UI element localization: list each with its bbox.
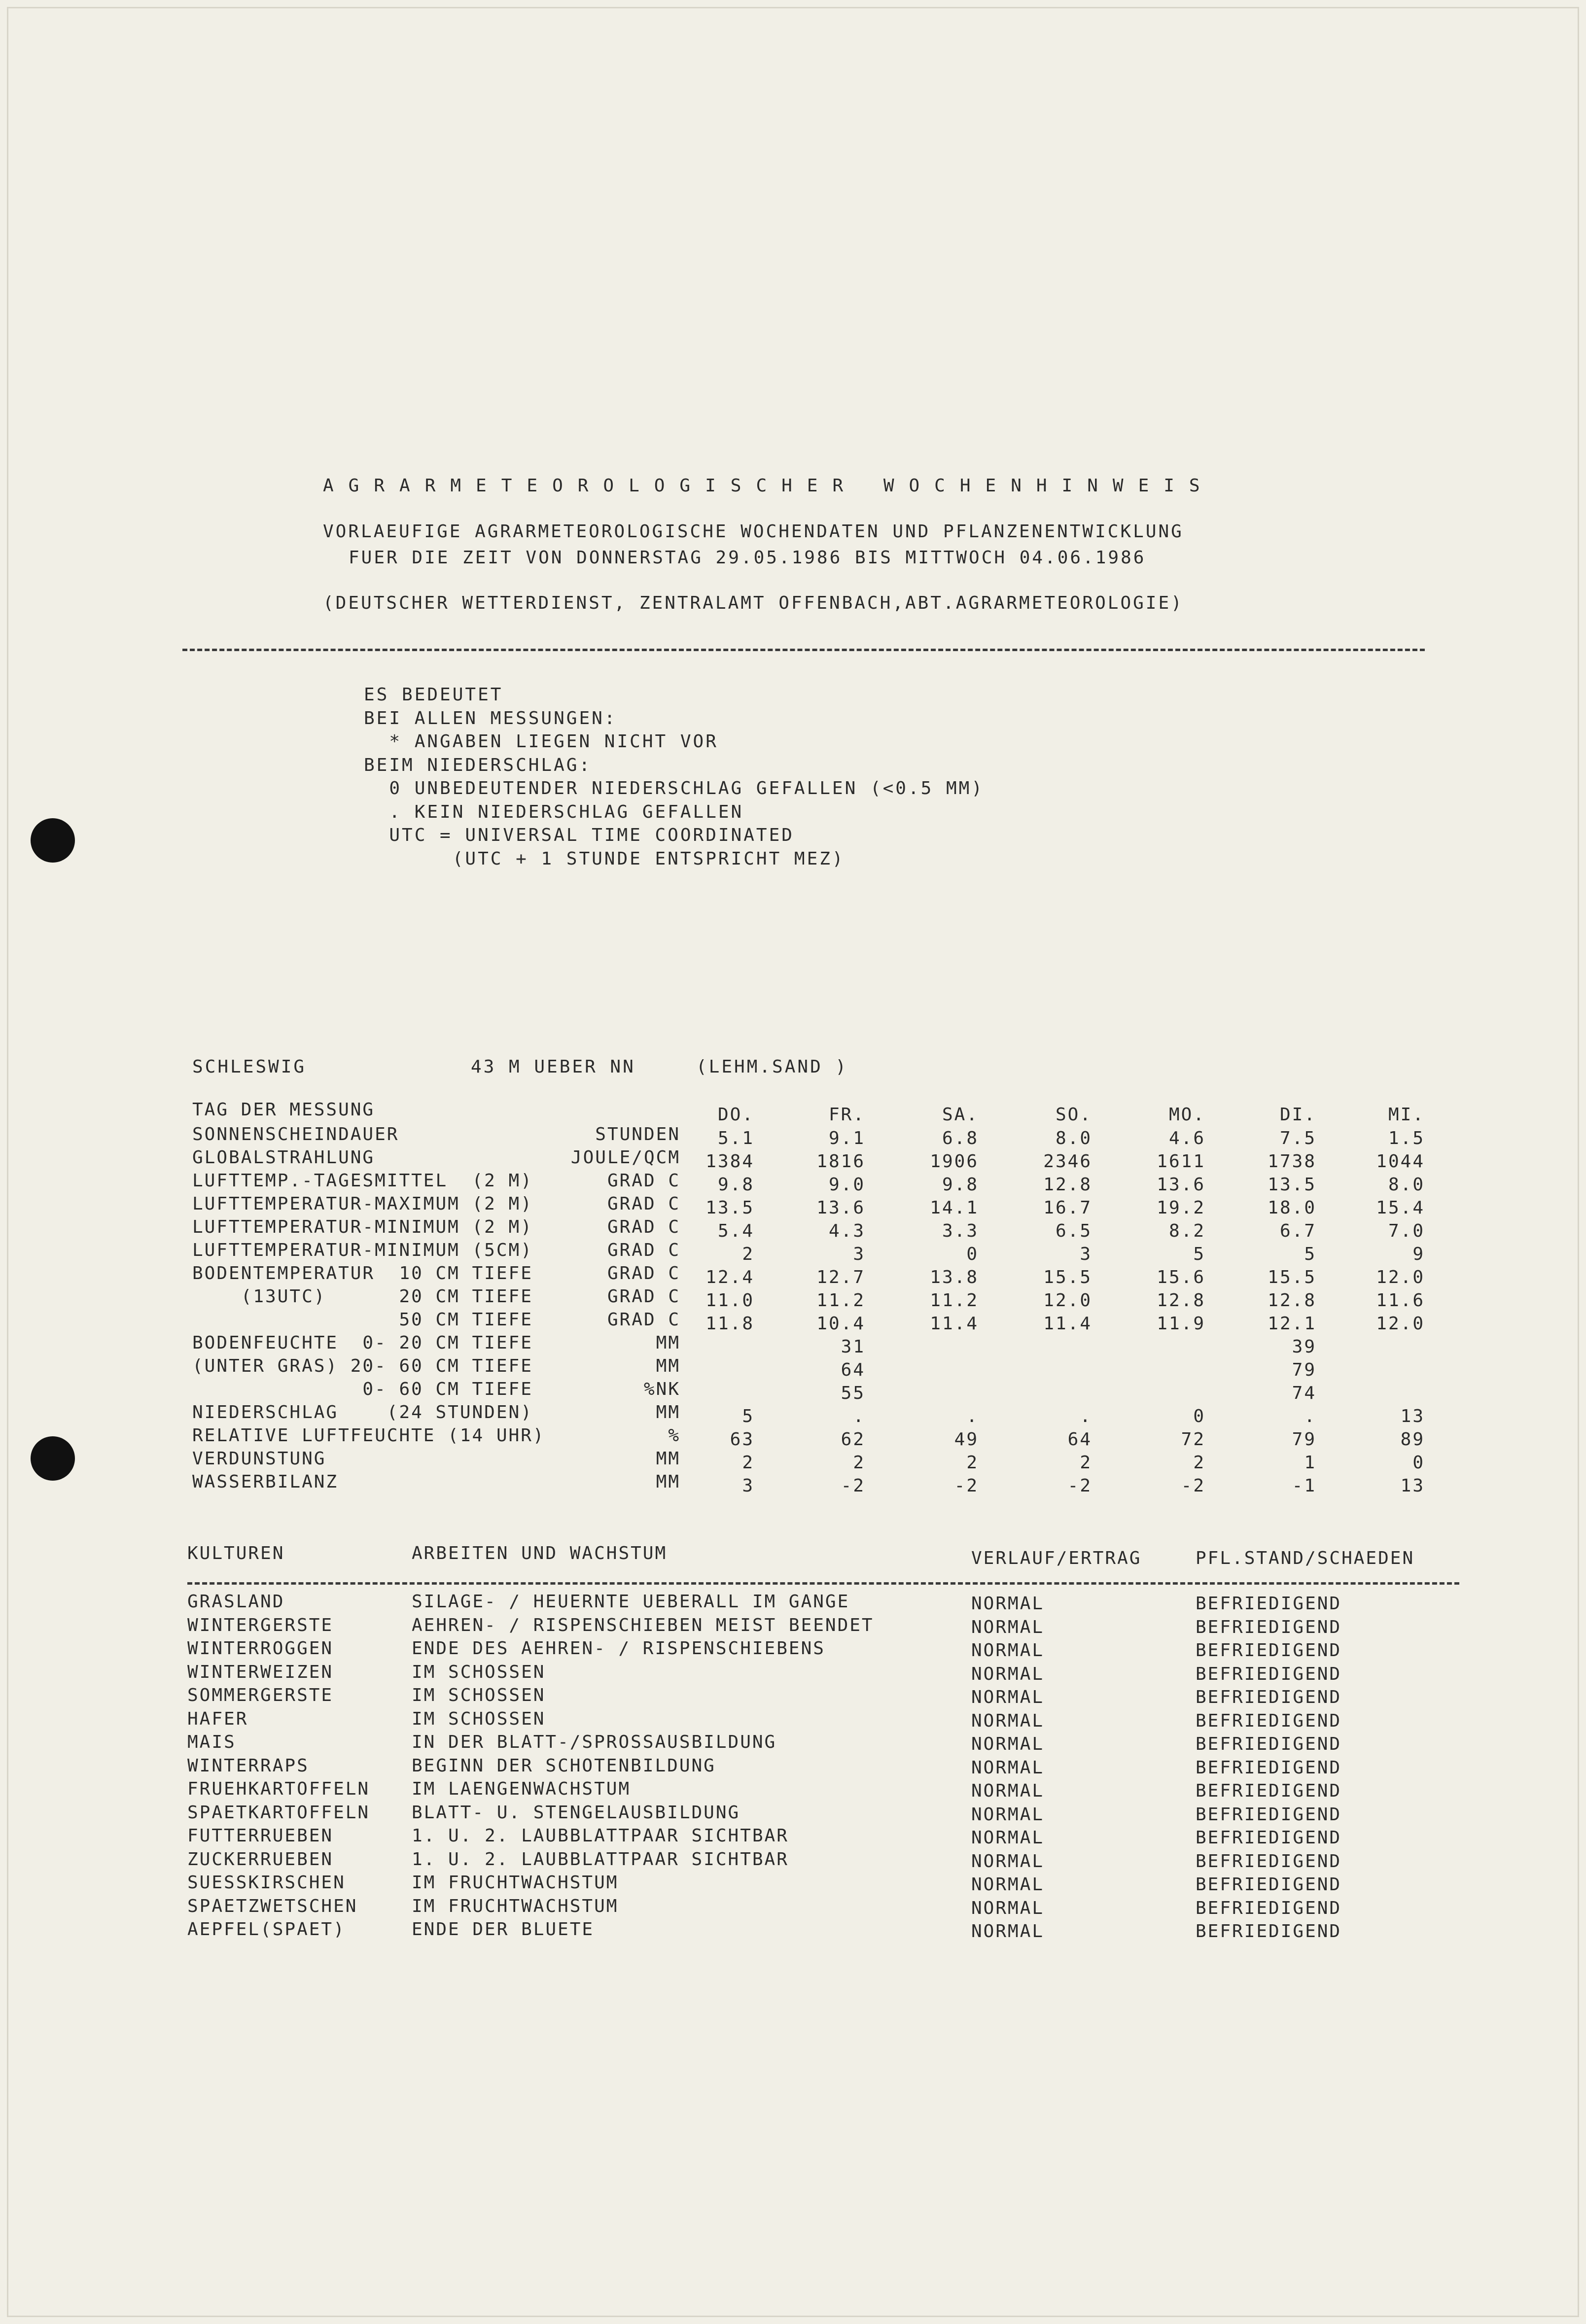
weather-value: 3 (853, 1244, 865, 1264)
weather-row-label: VERDUNSTUNG (192, 1449, 326, 1469)
weather-row-unit: % (668, 1425, 680, 1446)
document-title: AGRARMETEOROLOGISCHER WOCHENHINWEIS (323, 476, 1215, 496)
station-name: SCHLESWIG (192, 1057, 307, 1077)
crop-header-culture: KULTUREN (187, 1543, 285, 1563)
weather-value: 12.8 (1043, 1175, 1092, 1195)
crop-culture: SPAETKARTOFFELN (187, 1802, 370, 1823)
crop-work: 1. U. 2. LAUBBLATTPAAR SICHTBAR (412, 1826, 789, 1846)
crop-state: BEFRIEDIGEND (1196, 1874, 1342, 1895)
weather-value: 0 (966, 1244, 979, 1264)
weather-value: 7.5 (1279, 1128, 1316, 1148)
weather-value: 5 (742, 1406, 754, 1426)
weather-value: 9.8 (942, 1175, 979, 1195)
crop-yield: NORMAL (971, 1687, 1045, 1707)
weather-value: 63 (730, 1429, 754, 1450)
weather-value: 15.5 (1268, 1267, 1316, 1287)
weather-value: 49 (954, 1429, 979, 1450)
document-subtitle: VORLAEUFIGE AGRARMETEOROLOGISCHE WOCHENDATEN UND PFLANZENENTWICKLUNG (323, 521, 1184, 542)
weather-value: 2 (1193, 1453, 1205, 1473)
crop-header-separator (187, 1582, 1459, 1585)
crop-work: IM SCHOSSEN (412, 1685, 546, 1705)
weather-value: 11.4 (930, 1314, 979, 1334)
crop-work: IM SCHOSSEN (412, 1662, 546, 1682)
weather-value: 79 (1292, 1360, 1316, 1380)
crop-state: BEFRIEDIGEND (1196, 1781, 1342, 1801)
day-header: MO. (1168, 1105, 1205, 1125)
weather-value: 2 (966, 1453, 979, 1473)
crop-yield: NORMAL (971, 1874, 1045, 1895)
crop-state: BEFRIEDIGEND (1196, 1617, 1342, 1637)
crop-header-yield: VERLAUF/ERTRAG (971, 1548, 1142, 1568)
crop-culture: WINTERROGGEN (187, 1638, 334, 1659)
weather-value: 62 (841, 1429, 865, 1450)
weather-value: 3.3 (942, 1221, 979, 1241)
weather-value: 5.1 (717, 1128, 754, 1148)
crop-yield: NORMAL (971, 1898, 1045, 1918)
weather-value: 0 (1193, 1406, 1205, 1426)
crop-yield: NORMAL (971, 1710, 1045, 1731)
weather-value: 1738 (1268, 1151, 1316, 1172)
weather-value: 19.2 (1157, 1198, 1205, 1218)
weather-value: 8.2 (1168, 1221, 1205, 1241)
weather-row-unit: GRAD C (607, 1263, 680, 1283)
weather-value: 1816 (816, 1151, 865, 1172)
weather-row-unit: GRAD C (607, 1240, 680, 1260)
weather-value: 0 (1412, 1453, 1425, 1473)
crop-state: BEFRIEDIGEND (1196, 1594, 1342, 1614)
weather-value: . (966, 1406, 979, 1426)
weather-row-unit: MM (656, 1402, 680, 1422)
weather-value: 13.6 (816, 1198, 865, 1218)
weather-row-label: NIEDERSCHLAG (24 STUNDEN) (192, 1402, 533, 1422)
crop-header-work: ARBEITEN UND WACHSTUM (412, 1543, 668, 1563)
weather-value: 8.0 (1055, 1128, 1092, 1148)
weather-value: 12.1 (1268, 1314, 1316, 1334)
crop-state: BEFRIEDIGEND (1196, 1921, 1342, 1942)
punch-hole-bottom (31, 1436, 75, 1481)
weather-value: 14.1 (930, 1198, 979, 1218)
weather-value: 1611 (1157, 1151, 1205, 1172)
weather-value: 9 (1412, 1244, 1425, 1264)
weather-row-unit: GRAD C (607, 1217, 680, 1237)
weather-value: 6.7 (1279, 1221, 1316, 1241)
weather-value: 18.0 (1268, 1198, 1316, 1218)
crop-state: BEFRIEDIGEND (1196, 1664, 1342, 1684)
legend-line: * ANGABEN LIEGEN NICHT VOR (364, 731, 718, 752)
weather-value: 6.8 (942, 1128, 979, 1148)
crop-yield: NORMAL (971, 1594, 1045, 1614)
weather-value: 4.3 (828, 1221, 865, 1241)
weather-row-unit: MM (656, 1356, 680, 1376)
crop-header-state: PFL.STAND/SCHAEDEN (1196, 1548, 1415, 1568)
crop-state: BEFRIEDIGEND (1196, 1687, 1342, 1707)
crop-state: BEFRIEDIGEND (1196, 1898, 1342, 1918)
weather-row-label: LUFTTEMPERATUR-MINIMUM (5CM) (192, 1240, 533, 1260)
crop-culture: HAFER (187, 1708, 248, 1729)
weather-row-label: LUFTTEMPERATUR-MAXIMUM (2 M) (192, 1194, 533, 1214)
weather-row-label: LUFTTEMPERATUR-MINIMUM (2 M) (192, 1217, 533, 1237)
document-period: FUER DIE ZEIT VON DONNERSTAG 29.05.1986 BIS MITTWOCH 04.06.1986 (349, 548, 1146, 568)
weather-value: 15.4 (1376, 1198, 1425, 1218)
crop-yield: NORMAL (971, 1851, 1045, 1872)
weather-row-unit: GRAD C (607, 1171, 680, 1191)
weather-value: 11.9 (1157, 1314, 1205, 1334)
crop-culture: FUTTERRUEBEN (187, 1826, 334, 1846)
weather-value: 31 (841, 1337, 865, 1357)
weather-value: 7.0 (1388, 1221, 1425, 1241)
crop-culture: SOMMERGERSTE (187, 1685, 334, 1705)
weather-value: 4.6 (1168, 1128, 1205, 1148)
weather-value: 12.0 (1376, 1314, 1425, 1334)
legend-line: 0 UNBEDEUTENDER NIEDERSCHLAG GEFALLEN (<0.5 MM) (364, 778, 985, 798)
weather-row-unit: MM (656, 1449, 680, 1469)
weather-value: 9.8 (717, 1175, 754, 1195)
weather-value: -2 (954, 1476, 979, 1496)
weather-value: 11.8 (705, 1314, 754, 1334)
day-header: DI. (1279, 1105, 1316, 1125)
weather-value: 12.8 (1157, 1290, 1205, 1311)
crop-yield: NORMAL (971, 1664, 1045, 1684)
weather-value: 2 (853, 1453, 865, 1473)
weather-value: 11.6 (1376, 1290, 1425, 1311)
crop-culture: WINTERGERSTE (187, 1615, 334, 1635)
crop-work: IM FRUCHTWACHSTUM (412, 1873, 619, 1893)
crop-culture: FRUEHKARTOFFELN (187, 1779, 370, 1799)
crop-work: SILAGE- / HEUERNTE UEBERALL IM GANGE (412, 1592, 850, 1612)
weather-row-unit: JOULE/QCM (570, 1147, 680, 1168)
weather-value: 13.8 (930, 1267, 979, 1287)
crop-work: ENDE DER BLUETE (412, 1919, 595, 1940)
weather-value: -2 (1067, 1476, 1092, 1496)
crop-culture: WINTERWEIZEN (187, 1662, 334, 1682)
crop-work: IM LAENGENWACHSTUM (412, 1779, 631, 1799)
weather-value: 1 (1304, 1453, 1316, 1473)
weather-value: -2 (1181, 1476, 1205, 1496)
weather-value: 5 (1193, 1244, 1205, 1264)
crop-culture: AEPFEL(SPAET) (187, 1919, 346, 1940)
crop-work: IM SCHOSSEN (412, 1708, 546, 1729)
weather-value: -2 (841, 1476, 865, 1496)
weather-row-unit: GRAD C (607, 1310, 680, 1330)
days-label: TAG DER MESSUNG (192, 1100, 375, 1120)
weather-value: 11.0 (705, 1290, 754, 1311)
crop-culture: SUESSKIRSCHEN (187, 1873, 346, 1893)
weather-row-unit: STUNDEN (595, 1124, 680, 1145)
weather-value: 72 (1181, 1429, 1205, 1450)
weather-value: 9.0 (828, 1175, 865, 1195)
weather-value: 15.5 (1043, 1267, 1092, 1287)
legend-line: BEI ALLEN MESSUNGEN: (364, 708, 617, 728)
weather-value: 12.8 (1268, 1290, 1316, 1311)
weather-value: 2346 (1043, 1151, 1092, 1172)
separator-top (182, 649, 1425, 651)
weather-row-label: LUFTTEMP.-TAGESMITTEL (2 M) (192, 1171, 533, 1191)
weather-value: 13 (1400, 1476, 1425, 1496)
weather-value: 13.5 (1268, 1175, 1316, 1195)
day-header: SO. (1055, 1105, 1092, 1125)
weather-value: 1044 (1376, 1151, 1425, 1172)
weather-value: 55 (841, 1383, 865, 1403)
crop-work: IM FRUCHTWACHSTUM (412, 1896, 619, 1916)
weather-value: 13.6 (1157, 1175, 1205, 1195)
weather-row-label: GLOBALSTRAHLUNG (192, 1147, 375, 1168)
crop-work: AEHREN- / RISPENSCHIEBEN MEIST BEENDET (412, 1615, 874, 1635)
document-source: (DEUTSCHER WETTERDIENST, ZENTRALAMT OFFENBACH,ABT.AGRARMETEOROLOGIE) (323, 593, 1184, 613)
weather-value: 1.5 (1388, 1128, 1425, 1148)
weather-row-label: SONNENSCHEINDAUER (192, 1124, 399, 1145)
crop-state: BEFRIEDIGEND (1196, 1640, 1342, 1661)
crop-state: BEFRIEDIGEND (1196, 1734, 1342, 1754)
crop-state: BEFRIEDIGEND (1196, 1828, 1342, 1848)
weather-row-label: WASSERBILANZ (192, 1472, 339, 1492)
weather-row-label: 50 CM TIEFE (192, 1310, 533, 1330)
weather-value: 39 (1292, 1337, 1316, 1357)
weather-value: 64 (1067, 1429, 1092, 1450)
weather-value: 8.0 (1388, 1175, 1425, 1195)
legend-line: UTC = UNIVERSAL TIME COORDINATED (364, 825, 794, 845)
day-header: SA. (942, 1105, 979, 1125)
weather-row-label: 0- 60 CM TIEFE (192, 1379, 533, 1399)
weather-value: 6.5 (1055, 1221, 1092, 1241)
crop-yield: NORMAL (971, 1921, 1045, 1942)
weather-value: 5.4 (717, 1221, 754, 1241)
weather-value: 13 (1400, 1406, 1425, 1426)
weather-value: 12.7 (816, 1267, 865, 1287)
weather-value: 2 (1080, 1453, 1092, 1473)
crop-work: BLATT- U. STENGELAUSBILDUNG (412, 1802, 740, 1823)
day-header: MI. (1388, 1105, 1425, 1125)
weather-row-label: BODENTEMPERATUR 10 CM TIEFE (192, 1263, 533, 1283)
weather-row-unit: MM (656, 1472, 680, 1492)
punch-hole-top (31, 818, 75, 863)
weather-value: 2 (742, 1453, 754, 1473)
weather-value: 2 (742, 1244, 754, 1264)
crop-culture: ZUCKERRUEBEN (187, 1849, 334, 1870)
weather-value: 3 (742, 1476, 754, 1496)
legend-line: . KEIN NIEDERSCHLAG GEFALLEN (364, 801, 744, 822)
crop-culture: WINTERRAPS (187, 1755, 309, 1776)
weather-value: . (1080, 1406, 1092, 1426)
crop-yield: NORMAL (971, 1640, 1045, 1661)
legend-line: (UTC + 1 STUNDE ENTSPRICHT MEZ) (364, 848, 845, 869)
day-header: DO. (717, 1105, 754, 1125)
station-elevation: 43 M UEBER NN (471, 1057, 635, 1077)
weather-value: 9.1 (828, 1128, 865, 1148)
weather-value: 12.4 (705, 1267, 754, 1287)
weather-row-label: RELATIVE LUFTFEUCHTE (14 UHR) (192, 1425, 545, 1446)
legend-line: BEIM NIEDERSCHLAG: (364, 755, 592, 775)
weather-value: 16.7 (1043, 1198, 1092, 1218)
crop-yield: NORMAL (971, 1781, 1045, 1801)
crop-state: BEFRIEDIGEND (1196, 1757, 1342, 1778)
crop-yield: NORMAL (971, 1734, 1045, 1754)
crop-work: BEGINN DER SCHOTENBILDUNG (412, 1755, 716, 1776)
weather-value: 1906 (930, 1151, 979, 1172)
weather-value: 11.4 (1043, 1314, 1092, 1334)
weather-value: . (1304, 1406, 1316, 1426)
weather-value: 13.5 (705, 1198, 754, 1218)
crop-state: BEFRIEDIGEND (1196, 1804, 1342, 1825)
crop-yield: NORMAL (971, 1804, 1045, 1825)
crop-yield: NORMAL (971, 1828, 1045, 1848)
weather-value: 12.0 (1376, 1267, 1425, 1287)
weather-value: -1 (1292, 1476, 1316, 1496)
weather-value: 12.0 (1043, 1290, 1092, 1311)
crop-culture: SPAETZWETSCHEN (187, 1896, 358, 1916)
day-header: FR. (828, 1105, 865, 1125)
weather-value: 1384 (705, 1151, 754, 1172)
crop-work: ENDE DES AEHREN- / RISPENSCHIEBENS (412, 1638, 825, 1659)
crop-culture: GRASLAND (187, 1592, 285, 1612)
crop-yield: NORMAL (971, 1617, 1045, 1637)
weather-row-unit: MM (656, 1333, 680, 1353)
crop-state: BEFRIEDIGEND (1196, 1851, 1342, 1872)
weather-value: 64 (841, 1360, 865, 1380)
weather-row-unit: GRAD C (607, 1286, 680, 1307)
station-soil: (LEHM.SAND ) (696, 1057, 848, 1077)
crop-work: IN DER BLATT-/SPROSSAUSBILDUNG (412, 1732, 777, 1752)
weather-row-label: BODENFEUCHTE 0- 20 CM TIEFE (192, 1333, 533, 1353)
weather-row-label: (UNTER GRAS) 20- 60 CM TIEFE (192, 1356, 533, 1376)
weather-value: 74 (1292, 1383, 1316, 1403)
weather-value: 10.4 (816, 1314, 865, 1334)
weather-value: 5 (1304, 1244, 1316, 1264)
crop-work: 1. U. 2. LAUBBLATTPAAR SICHTBAR (412, 1849, 789, 1870)
weather-value: 15.6 (1157, 1267, 1205, 1287)
crop-yield: NORMAL (971, 1757, 1045, 1778)
weather-value: 79 (1292, 1429, 1316, 1450)
weather-row-unit: %NK (643, 1379, 680, 1399)
weather-value: . (853, 1406, 865, 1426)
weather-row-label: (13UTC) 20 CM TIEFE (192, 1286, 533, 1307)
weather-value: 11.2 (930, 1290, 979, 1311)
weather-value: 89 (1400, 1429, 1425, 1450)
crop-state: BEFRIEDIGEND (1196, 1710, 1342, 1731)
weather-value: 11.2 (816, 1290, 865, 1311)
weather-row-unit: GRAD C (607, 1194, 680, 1214)
legend-line: ES BEDEUTET (364, 685, 503, 705)
crop-culture: MAIS (187, 1732, 236, 1752)
weather-value: 3 (1080, 1244, 1092, 1264)
